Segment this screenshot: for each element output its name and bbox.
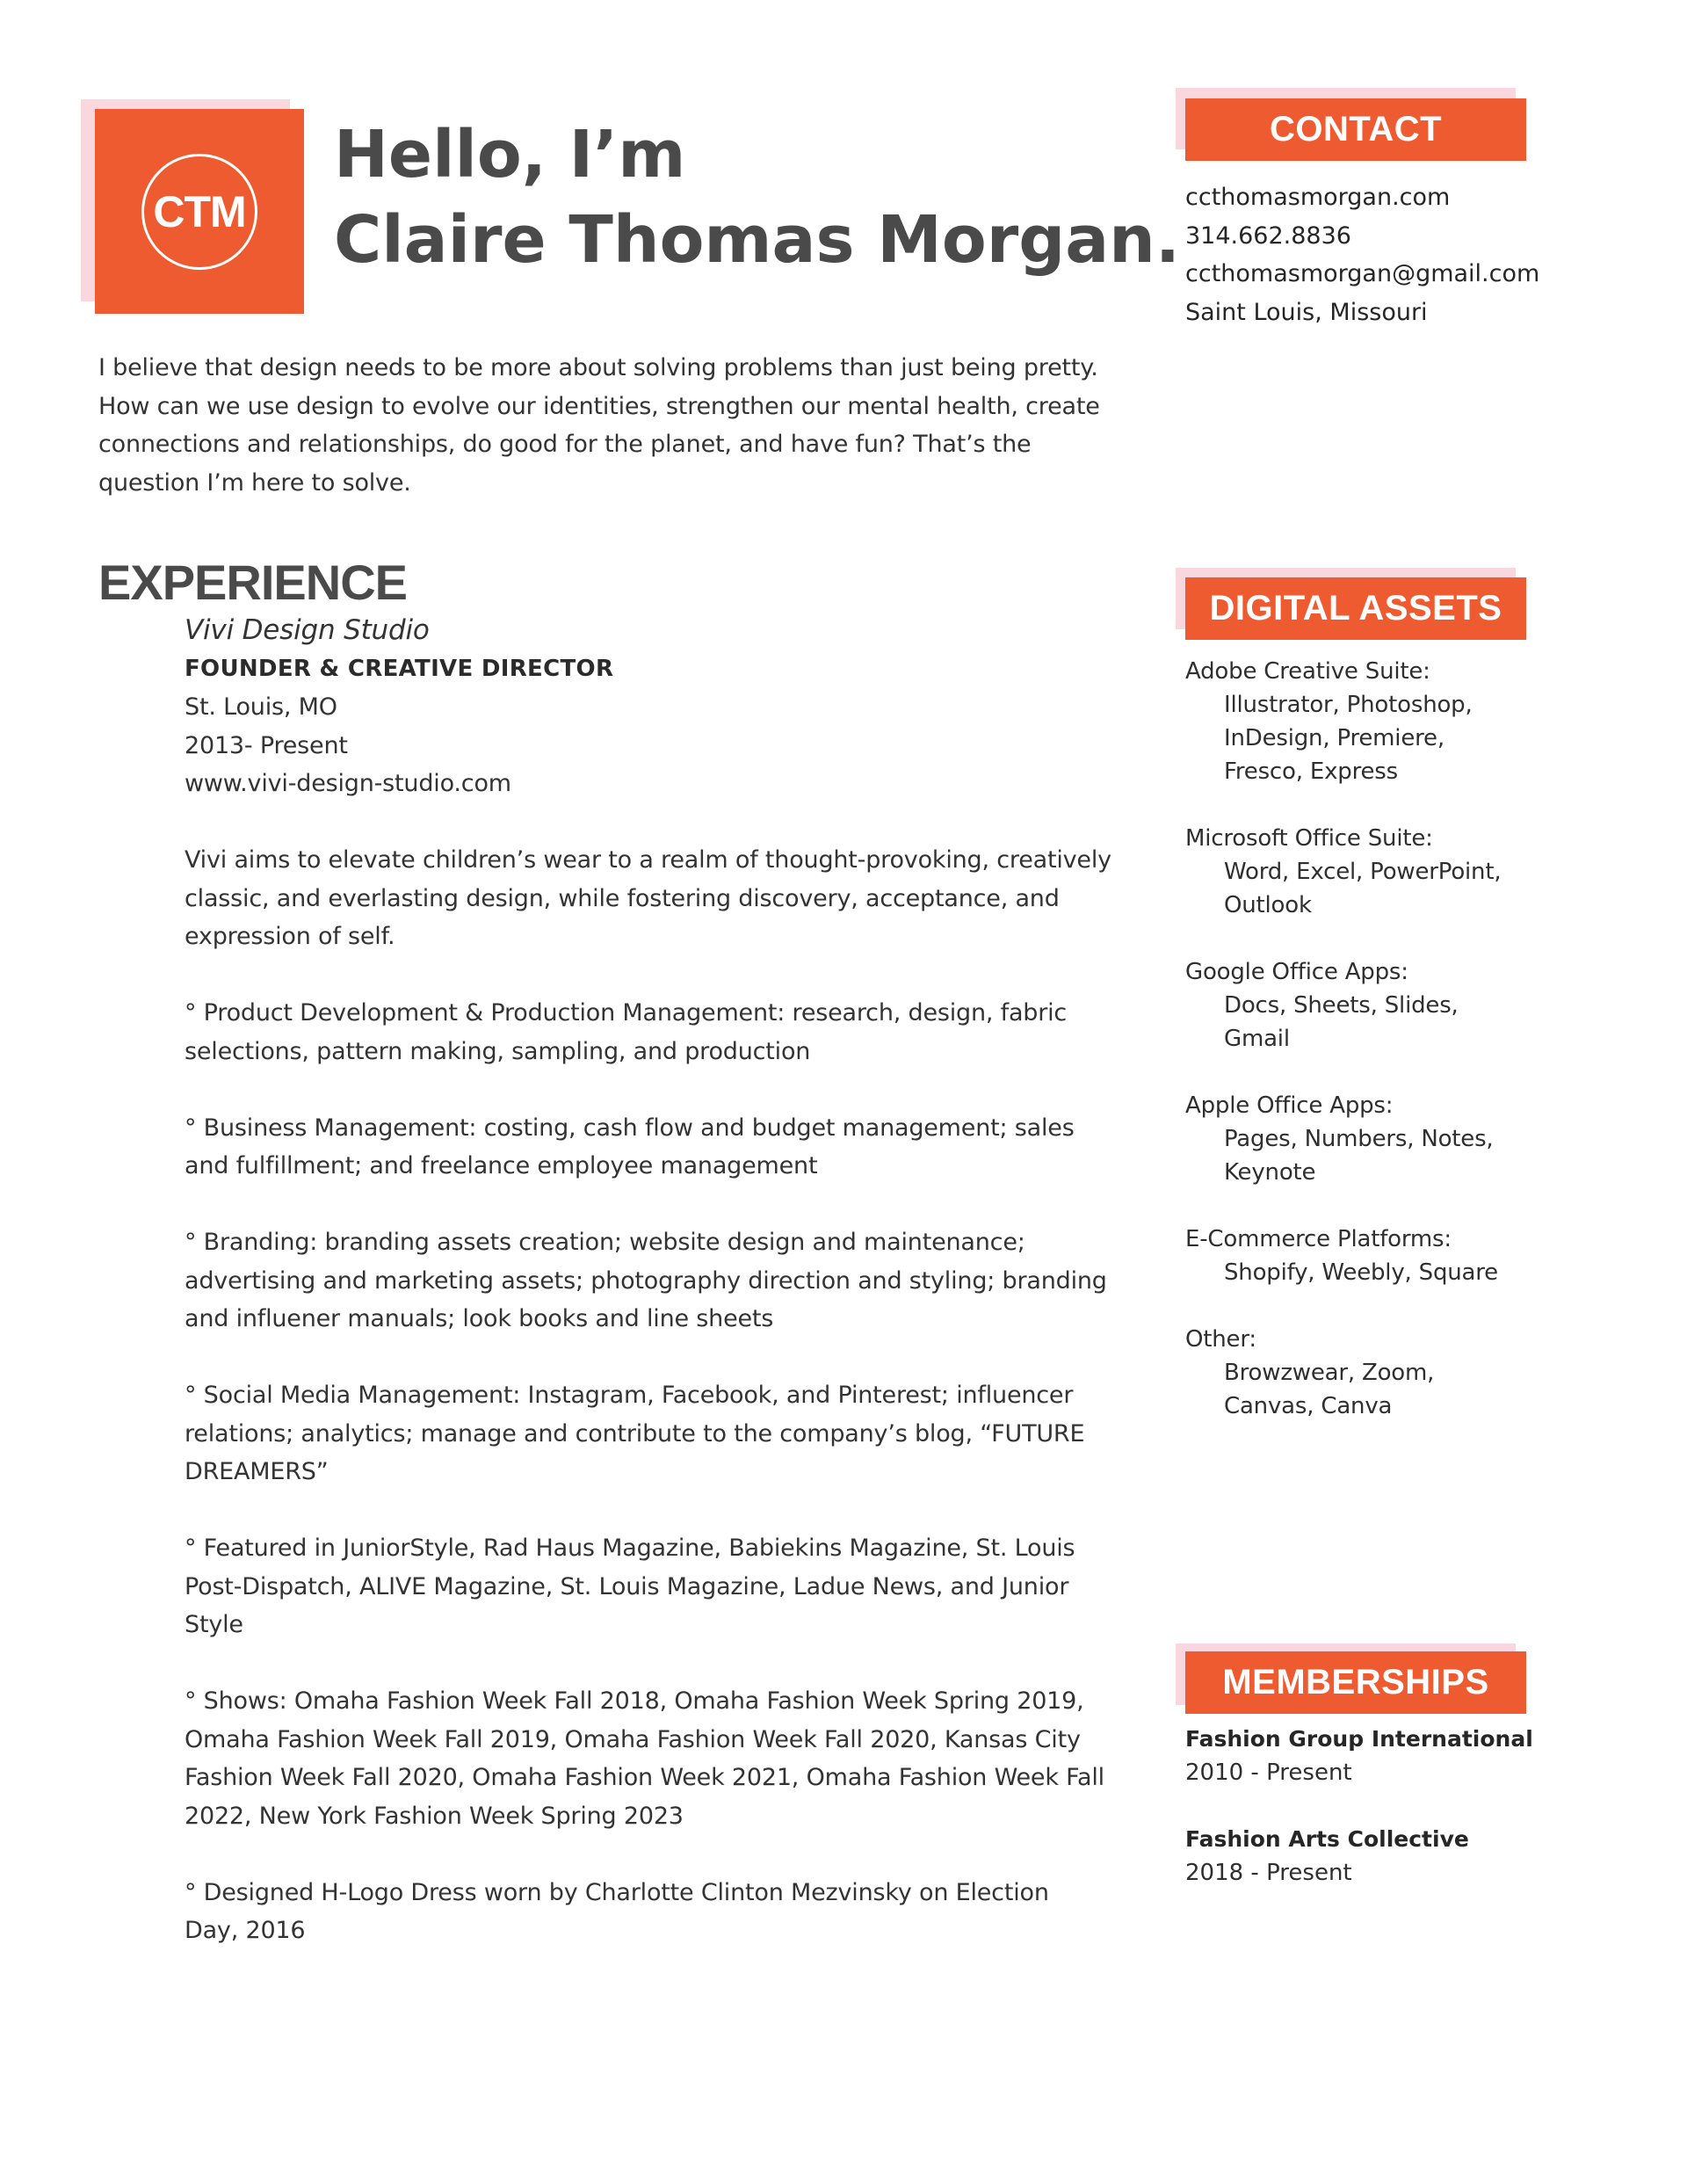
company-name: Vivi Design Studio xyxy=(185,614,430,646)
asset-group-microsoft xyxy=(1185,822,1501,922)
membership-org: Fashion Group International xyxy=(1185,1726,1533,1752)
job-dates: 2013- Present xyxy=(185,731,348,759)
membership-org: Fashion Arts Collective xyxy=(1185,1826,1469,1852)
asset-category: Google Office Apps: xyxy=(1185,959,1408,985)
bullet-line: ° Product Development & Production Management: research, design, fabric xyxy=(185,999,1068,1027)
bullet-shows xyxy=(185,1682,1104,1835)
memberships-heading: MEMBERSHIPS xyxy=(1185,1651,1526,1714)
logo-initials: CTM xyxy=(153,186,246,236)
experience-entry xyxy=(185,612,1111,1950)
asset-tools: InDesign, Premiere, xyxy=(1224,725,1444,751)
asset-tools: Browzwear, Zoom, xyxy=(1224,1360,1435,1386)
asset-tools: Pages, Numbers, Notes, xyxy=(1224,1126,1494,1152)
asset-category: Other: xyxy=(1185,1326,1256,1353)
asset-group-other xyxy=(1185,1323,1501,1423)
bullet-social-media xyxy=(185,1376,1098,1491)
contact-website-link[interactable]: ccthomasmorgan.com xyxy=(1185,184,1451,211)
asset-group-adobe xyxy=(1185,655,1501,788)
memberships-list xyxy=(1185,1723,1533,1923)
logo-circle-icon xyxy=(141,154,257,270)
intro-line: I believe that design needs to be more about solving problems than just being pretty. xyxy=(98,354,1098,381)
bullet-line: DREAMERS” xyxy=(185,1458,329,1485)
intro-statement xyxy=(98,349,1100,502)
bullet-line: Omaha Fashion Week Fall 2019, Omaha Fashion Week Fall 2020, Kansas City xyxy=(185,1725,1081,1753)
asset-tools: Canvas, Canva xyxy=(1224,1393,1393,1419)
bullet-line: 2022, New York Fashion Week Spring 2023 xyxy=(185,1802,684,1830)
bullet-line: ° Branding: branding assets creation; website design and maintenance; xyxy=(185,1229,1025,1256)
bullet-line: ° Social Media Management: Instagram, Facebook, and Pinterest; influencer xyxy=(185,1382,1074,1409)
digital-assets-heading: DIGITAL ASSETS xyxy=(1185,577,1526,640)
bullet-line: Post-Dispatch, ALIVE Magazine, St. Louis Magazine, Ladue News, and Junior xyxy=(185,1572,1069,1600)
bullet-line: Fashion Week Fall 2020, Omaha Fashion Week 2021, Omaha Fashion Week Fall xyxy=(185,1764,1104,1791)
job-title: FOUNDER & CREATIVE DIRECTOR xyxy=(185,655,614,682)
contact-location: Saint Louis, Missouri xyxy=(1185,298,1428,326)
bullet-business-management xyxy=(185,1109,1098,1186)
contact-heading: CONTACT xyxy=(1185,98,1526,161)
asset-category: Apple Office Apps: xyxy=(1185,1092,1394,1119)
page-title xyxy=(334,112,1180,283)
intro-line: question I’m here to solve. xyxy=(98,468,411,497)
bullet-line: ° Business Management: costing, cash flow and budget management; sales xyxy=(185,1114,1075,1142)
asset-tools: Illustrator, Photoshop, xyxy=(1224,692,1473,718)
headline-greeting: Hello, I’m xyxy=(334,117,686,192)
asset-category: Adobe Creative Suite: xyxy=(1185,658,1430,685)
digital-assets-list xyxy=(1185,655,1501,1456)
bullet-line: Day, 2016 xyxy=(185,1917,306,1944)
bullet-line: and fulfillment; and freelance employee management xyxy=(185,1152,818,1179)
contact-email-link[interactable]: ccthomasmorgan@gmail.com xyxy=(1185,260,1540,287)
asset-category: E-Commerce Platforms: xyxy=(1185,1226,1452,1252)
membership-dates: 2018 - Present xyxy=(1185,1860,1352,1886)
asset-tools: Gmail xyxy=(1224,1026,1290,1052)
asset-group-google xyxy=(1185,955,1501,1056)
asset-tools: Fresco, Express xyxy=(1224,758,1398,785)
bullet-line: relations; analytics; manage and contribute to the company’s blog, “FUTURE xyxy=(185,1419,1085,1448)
asset-group-apple xyxy=(1185,1089,1501,1189)
asset-tools: Keynote xyxy=(1224,1159,1316,1186)
bullet-line: ° Designed H-Logo Dress worn by Charlotte Clinton Mezvinsky on Election xyxy=(185,1878,1049,1906)
bullet-line: selections, pattern making, sampling, and production xyxy=(185,1037,811,1065)
description-line: classic, and everlasting design, while fostering discovery, acceptance, and xyxy=(185,884,1060,912)
experience-heading: EXPERIENCE xyxy=(98,555,407,610)
description-line: Vivi aims to elevate children’s wear to a realm of thought-provoking, creatively xyxy=(185,846,1111,874)
company-website-link[interactable]: www.vivi-design-studio.com xyxy=(185,770,511,797)
bullet-line: advertising and marketing assets; photography direction and styling; branding xyxy=(185,1266,1107,1295)
asset-tools: Word, Excel, PowerPoint, xyxy=(1224,859,1502,885)
asset-tools: Outlook xyxy=(1224,892,1312,918)
bullet-featured xyxy=(185,1529,1098,1644)
contact-list xyxy=(1185,178,1539,331)
job-location: St. Louis, MO xyxy=(185,693,337,721)
bullet-line: ° Shows: Omaha Fashion Week Fall 2018, Omaha Fashion Week Spring 2019, xyxy=(185,1687,1084,1715)
bullet-line: and influener manuals; look books and line sheets xyxy=(185,1305,774,1332)
membership-item xyxy=(1185,1723,1533,1789)
experience-description xyxy=(185,841,1111,956)
intro-line: How can we use design to evolve our identities, strengthen our mental health, create xyxy=(98,392,1100,420)
bullet-branding xyxy=(185,1223,1107,1339)
bullet-product-development xyxy=(185,994,1098,1070)
contact-phone[interactable]: 314.662.8836 xyxy=(1185,221,1351,250)
ctm-logo xyxy=(95,109,304,314)
asset-tools: Shopify, Weebly, Square xyxy=(1224,1259,1498,1286)
intro-line: connections and relationships, do good for the planet, and have fun? That’s the xyxy=(98,431,1032,458)
asset-tools: Docs, Sheets, Slides, xyxy=(1224,992,1459,1019)
bullet-line: Style xyxy=(185,1611,243,1638)
bullet-designed-dress xyxy=(185,1874,1098,1950)
membership-item xyxy=(1185,1823,1533,1890)
asset-group-ecommerce xyxy=(1185,1223,1501,1289)
bullet-line: ° Featured in JuniorStyle, Rad Haus Magazine, Babiekins Magazine, St. Louis xyxy=(185,1535,1075,1562)
asset-category: Microsoft Office Suite: xyxy=(1185,825,1433,852)
headline-name: Claire Thomas Morgan. xyxy=(334,202,1180,278)
description-line: expression of self. xyxy=(185,923,395,950)
membership-dates: 2010 - Present xyxy=(1185,1760,1352,1786)
